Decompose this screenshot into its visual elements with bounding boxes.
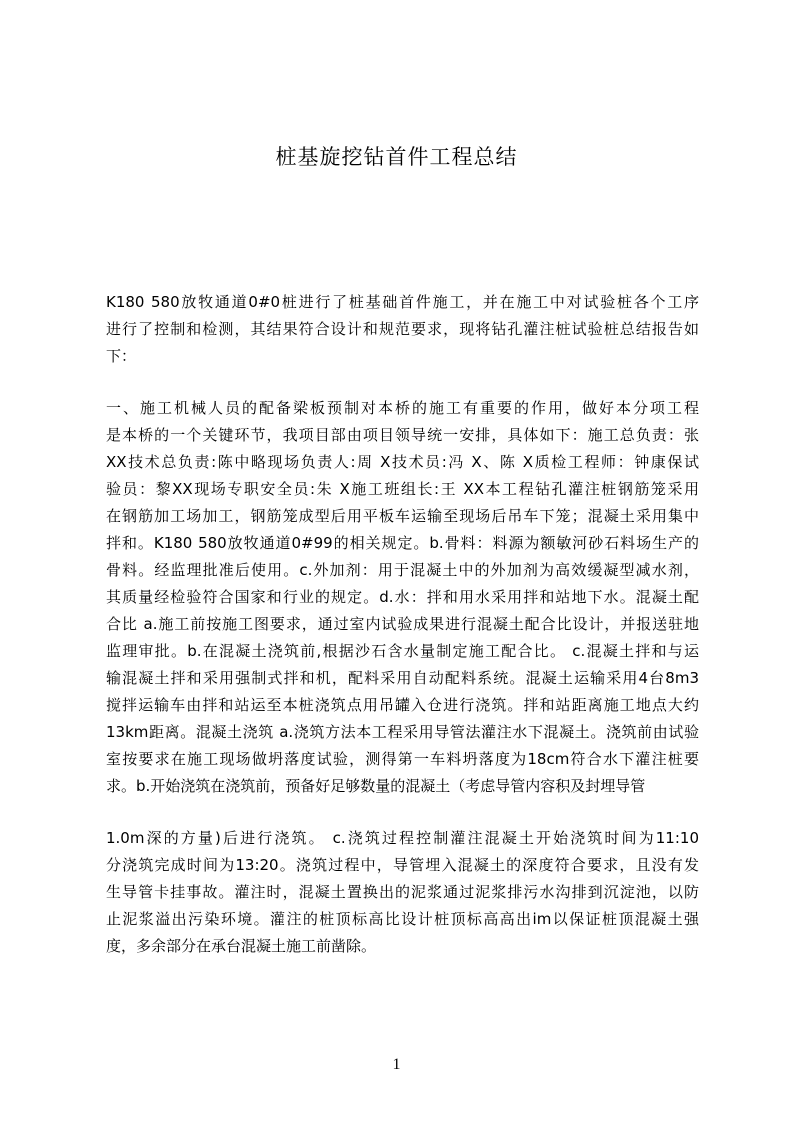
paragraph-2-line-11: 输混凝土拌和采用强制式拌和机，配料采用自动配料系统。混凝土运输采用4台8m3 <box>106 669 699 687</box>
paragraph-2-line-10: 监理审批。b.在混凝土浇筑前,根据沙石含水量制定施工配合比。 c.混凝土拌和与运 <box>106 642 699 660</box>
paragraph-3-line-2: 分浇筑完成时间为13:20。浇筑过程中，导管埋入混凝土的深度符合要求，且没有发 <box>106 856 699 874</box>
paragraph-2-line-4: 验员：黎XX现场专职安全员:朱 X施工班组长:王 XX本工程钻孔灌注桩钢筋笼采用 <box>106 480 699 498</box>
paragraph-2-line-13: 13km距离。混凝土浇筑 a.浇筑方法本工程采用导管法灌注水下混凝土。浇筑前由试验 <box>106 723 699 741</box>
paragraph-1-line-2: 进行了控制和检测，其结果符合设计和规范要求，现将钻孔灌注桩试验桩总结报告如 <box>106 320 699 338</box>
paragraph-2-line-12: 搅拌运输车由拌和站运至本桩浇筑点用吊罐入仓进行浇筑。拌和站距离施工地点大约 <box>106 696 699 714</box>
paragraph-2-line-2: 是本桥的一个关键环节，我项目部由项目领导统一安排，具体如下：施工总负责：张 <box>106 426 699 444</box>
paragraph-1-line-1: K180 580放牧通道0#0桩进行了桩基础首件施工，并在施工中对试验桩各个工序 <box>106 293 699 311</box>
paragraph-2-line-14: 室按要求在施工现场做坍落度试验，测得第一车料坍落度为18cm符合水下灌注桩要 <box>106 750 699 768</box>
paragraph-2-line-8: 其质量经检验符合国家和行业的规定。d.水：拌和用水采用拌和站地下水。混凝土配 <box>106 588 699 606</box>
paragraph-2-line-1: 一、施工机械人员的配备梁板预制对本桥的施工有重要的作用，做好本分项工程 <box>106 399 699 417</box>
paragraph-3-line-5: 度，多余部分在承台混凝土施工前凿除。 <box>106 937 377 955</box>
paragraph-2-line-9: 合比 a.施工前按施工图要求，通过室内试验成果进行混凝土配合比设计，并报送驻地 <box>106 615 699 633</box>
paragraph-3-line-4: 止泥浆溢出污染环境。灌注的桩顶标高比设计桩顶标高高出im以保证桩顶混凝土强 <box>106 910 699 928</box>
page-number: 1 <box>392 1056 401 1073</box>
paragraph-3-line-3: 生导管卡挂事故。灌注时，混凝土置换出的泥浆通过泥浆排污水沟排到沉淀池，以防 <box>106 883 699 901</box>
paragraph-2-line-3: XX技术总负责:陈中略现场负责人:周 X技术员:冯 X、陈 X质检工程师：钟康保试 <box>106 453 699 471</box>
paragraph-1-line-3: 下： <box>106 347 137 365</box>
paragraph-2-line-7: 骨料。经监理批准后使用。c.外加剂：用于混凝土中的外加剂为高效缓凝型减水剂， <box>106 561 699 579</box>
paragraph-2-line-15: 求。b.开始浇筑在浇筑前，预备好足够数量的混凝土（考虑导管内容积及封埋导管 <box>106 777 646 795</box>
document-title: 桩基旋挖钻首件工程总结 <box>275 145 518 169</box>
paragraph-2-line-5: 在钢筋加工场加工，钢筋笼成型后用平板车运输至现场后吊车下笼；混凝土采用集中 <box>106 507 699 525</box>
paragraph-2-line-6: 拌和。K180 580放牧通道0#99的相关规定。b.骨料：料源为额敏河砂石料场生产的 <box>106 534 699 552</box>
paragraph-3-line-1: 1.0m深的方量)后进行浇筑。 c.浇筑过程控制灌注混凝土开始浇筑时间为11:10 <box>106 829 699 847</box>
